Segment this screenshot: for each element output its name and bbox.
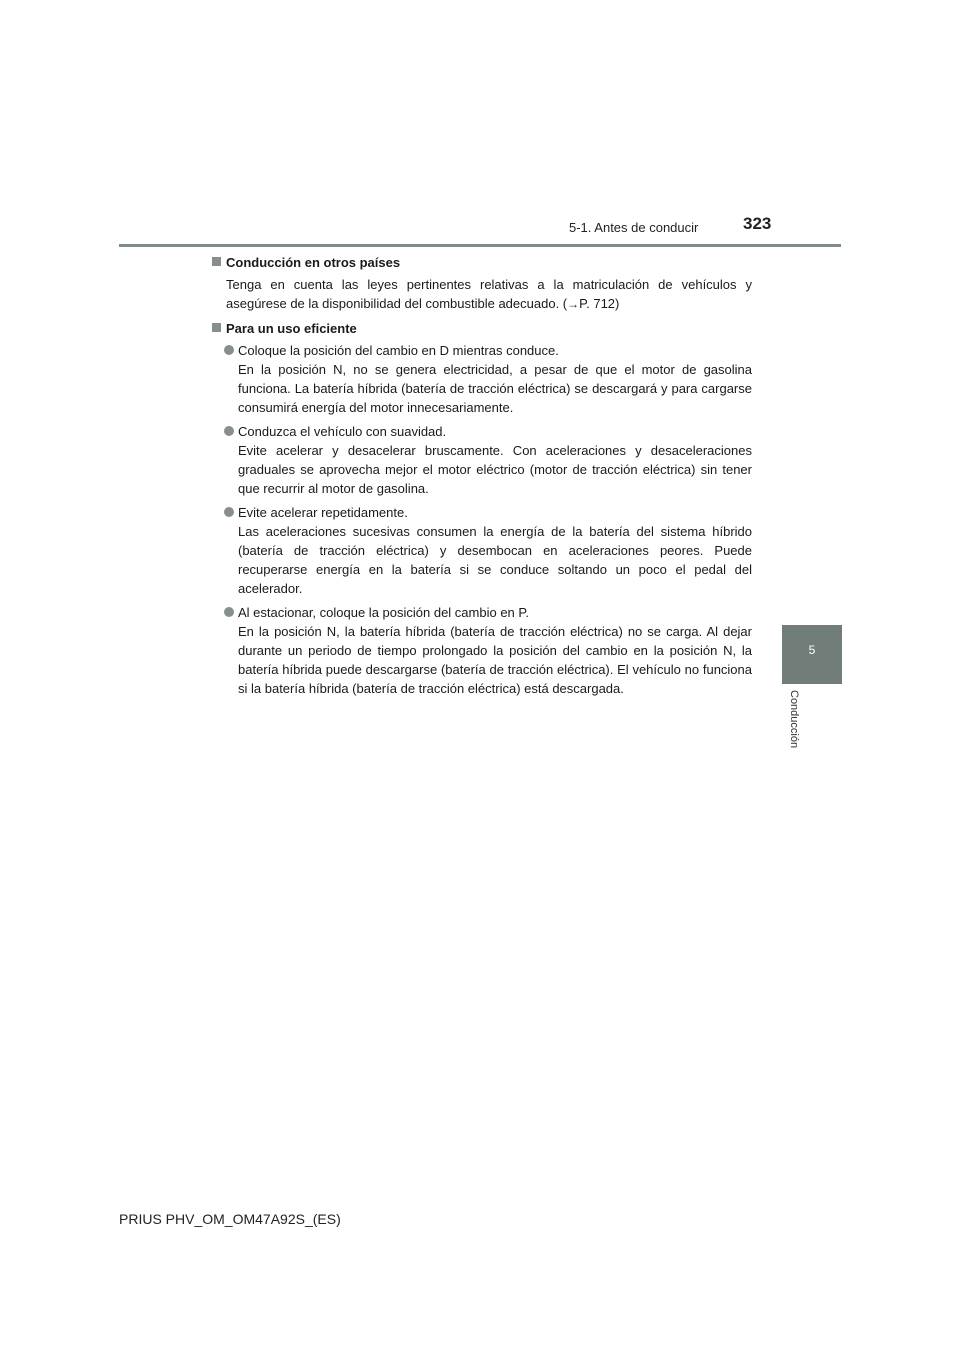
square-bullet-icon (212, 257, 221, 266)
list-item-body: Evite acelerar y desacelerar bruscamente. Con aceleraciones y desaceleraciones graduales se aprovecha mejor el motor eléctrico (motor de tracción eléctrica) sin tener que recurrir al motor de gasolina. (238, 443, 752, 496)
header-section-title: 5-1. Antes de conducir (569, 220, 699, 235)
section-paragraph (212, 275, 752, 314)
circle-bullet-icon (224, 507, 234, 517)
section-heading-uso-eficiente (212, 319, 752, 338)
list-item (212, 603, 752, 698)
page-number: 323 (743, 214, 772, 233)
list-item-body: En la posición N, no se genera electricidad, a pesar de que el motor de gasolina funciona. La batería híbrida (batería de tracción eléctrica) se descargará y para cargarse consumirá energía del motor innecesariamente. (238, 362, 752, 415)
list-item (212, 422, 752, 498)
chapter-tab-number: 5 (808, 643, 816, 657)
list-item-title: Conduzca el vehículo con suavidad. (238, 424, 447, 439)
arrow-right-icon: → (567, 297, 580, 311)
circle-bullet-icon (224, 345, 234, 355)
circle-bullet-icon (224, 426, 234, 436)
list-item-body: Las aceleraciones sucesivas consumen la energía de la batería del sistema híbrido (batería de tracción eléctrica) y desembocan en aceleraciones peores. Puede recuperarse energía en la batería si se conduce soltando un poco el pedal del acelerador. (238, 524, 752, 596)
list-item-title: Coloque la posición del cambio en D mientras conduce. (238, 343, 559, 358)
header-divider (119, 244, 841, 247)
list-item (212, 503, 752, 598)
list-item-title: Evite acelerar repetidamente. (238, 505, 408, 520)
section-heading-otros-paises (212, 253, 752, 272)
page-reference-link[interactable]: P. 712) (579, 296, 620, 311)
chapter-tab-label: Conducción (788, 690, 800, 749)
list-item-title: Al estacionar, coloque la posición del cambio en P. (238, 605, 530, 620)
section-heading-text: Para un uso eficiente (226, 321, 357, 336)
square-bullet-icon (212, 323, 221, 332)
list-item (212, 341, 752, 417)
circle-bullet-icon (224, 607, 234, 617)
section-heading-text: Conducción en otros países (226, 255, 401, 270)
document-id-footer: PRIUS PHV_OM_OM47A92S_(ES) (119, 1211, 341, 1227)
paragraph-text: Tenga en cuenta las leyes pertinentes relativas a la matriculación de vehículos y asegúrese de la disponibilidad del combustible adecuado. ( (226, 277, 752, 311)
list-item-body: En la posición N, la batería híbrida (batería de tracción eléctrica) no se carga. Al dejar durante un periodo de tiempo prolongado la posición del cambio en la posición N, la batería híbrida puede descargarse (batería de tracción eléctrica). El vehículo no funciona si la batería híbrida (batería de tracción eléctrica) está descargada. (238, 624, 752, 696)
page-content (212, 253, 752, 703)
